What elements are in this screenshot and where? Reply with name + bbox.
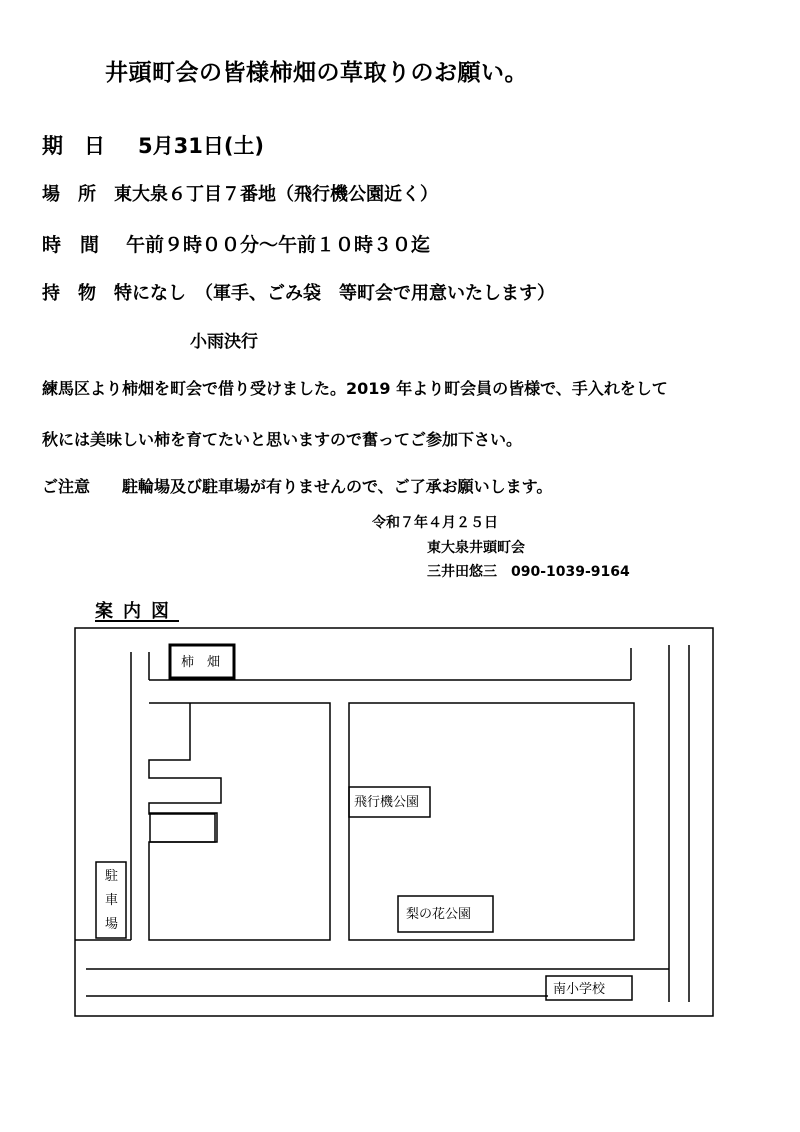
parking-label-3: 場 xyxy=(105,917,119,932)
caution-label: ご注意 xyxy=(42,477,91,496)
caution-value: 駐輪場及び駐車場が有りませんので、ご了承お願いします。 xyxy=(122,477,553,496)
parking-label-2: 車 xyxy=(105,893,119,908)
signature-org: 東大泉井頭町会 xyxy=(427,540,525,556)
map-heading: 案内図 xyxy=(95,601,179,622)
block-east xyxy=(349,703,634,940)
persimmon-field-label: 柿 畑 xyxy=(181,655,221,670)
date-label: 期 日 xyxy=(42,134,105,158)
place-value: 東大泉６丁目７番地（飛行機公園近く） xyxy=(114,184,438,205)
time-value: 午前９時００分～午前１０時３０迄 xyxy=(126,234,431,256)
pear-park-label: 梨の花公園 xyxy=(406,907,472,922)
school-label: 南小学校 xyxy=(553,982,606,997)
items-label: 持 物 xyxy=(42,283,96,304)
parking-label-1: 駐 xyxy=(105,869,119,884)
page-title: 井頭町会の皆様柿畑の草取りのお願い。 xyxy=(105,60,528,86)
block-west xyxy=(149,703,330,940)
place-label: 場 所 xyxy=(42,184,96,205)
date-value: 5月31日(土) xyxy=(138,134,265,158)
time-label: 時 間 xyxy=(42,234,100,256)
signature-date: 令和７年４月２５日 xyxy=(372,515,498,531)
block-west-unused xyxy=(149,703,330,940)
paragraph-line-1: 練馬区より柿畑を町会で借り受けました。2019 年より町会員の皆様で、手入れをして xyxy=(42,379,668,398)
map-frame xyxy=(75,628,713,1016)
signature-contact: 三井田悠三 090-1039-9164 xyxy=(427,564,630,580)
airplane-park-label: 飛行機公園 xyxy=(354,795,420,810)
block-west-unused-2 xyxy=(149,703,330,940)
block-west-notch xyxy=(150,813,217,842)
items-value: 特になし （軍手、ごみ袋 等町会で用意いたします） xyxy=(114,283,555,304)
paragraph-line-2: 秋には美味しい柿を育てたいと思いますので奮ってご参加下さい。 xyxy=(42,430,523,449)
rain-note: 小雨決行 xyxy=(190,332,258,352)
